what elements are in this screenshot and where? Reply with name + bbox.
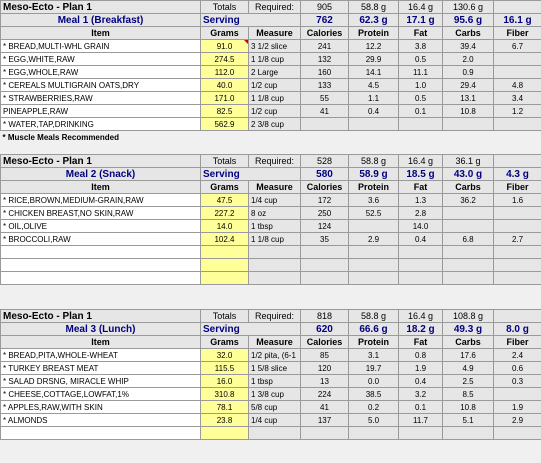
required-value bbox=[494, 310, 541, 323]
total-value: 620 bbox=[301, 323, 349, 336]
nutrient-value bbox=[494, 66, 541, 79]
nutrient-value: 85 bbox=[301, 349, 349, 362]
nutrient-value: 2.4 bbox=[494, 349, 541, 362]
required-value: 58.8 g bbox=[349, 155, 399, 168]
measure-cell[interactable]: 1 1/8 cup bbox=[249, 53, 301, 66]
nutrient-value: 1.3 bbox=[399, 194, 443, 207]
totals-label: Totals bbox=[201, 310, 249, 323]
nutrient-value bbox=[494, 272, 541, 285]
nutrient-value bbox=[443, 118, 494, 131]
nutrient-value bbox=[494, 388, 541, 401]
food-row bbox=[1, 388, 541, 401]
required-value: 16.4 g bbox=[399, 155, 443, 168]
measure-cell[interactable]: 1 1/8 cup bbox=[249, 92, 301, 105]
food-item-cell[interactable]: * WATER,TAP,DRINKING bbox=[1, 118, 201, 131]
nutrient-value bbox=[349, 259, 399, 272]
nutrient-value: 29.4 bbox=[443, 79, 494, 92]
nutrient-value bbox=[494, 53, 541, 66]
column-header-carbs: Carbs bbox=[443, 336, 494, 349]
nutrient-value bbox=[349, 220, 399, 233]
grams-input[interactable]: 40.0 bbox=[201, 79, 249, 92]
nutrient-value: 0.0 bbox=[349, 375, 399, 388]
nutrient-value: 1.9 bbox=[399, 362, 443, 375]
nutrient-value bbox=[349, 427, 399, 440]
food-item-cell[interactable]: * CEREALS MULTIGRAIN OATS,DRY bbox=[1, 79, 201, 92]
nutrient-value: 0.1 bbox=[399, 105, 443, 118]
grams-input[interactable]: 78.1 bbox=[201, 401, 249, 414]
food-item-cell[interactable]: * BREAD,PITA,WHOLE-WHEAT bbox=[1, 349, 201, 362]
plan-title: Meso-Ecto - Plan 1 bbox=[1, 310, 201, 323]
required-value: 58.8 g bbox=[349, 310, 399, 323]
column-header-fat: Fat bbox=[399, 181, 443, 194]
measure-cell[interactable]: 1/2 pita, (6-1 bbox=[249, 349, 301, 362]
nutrient-value: 241 bbox=[301, 40, 349, 53]
nutrient-value: 14.0 bbox=[399, 220, 443, 233]
nutrient-value: 41 bbox=[301, 401, 349, 414]
nutrient-value: 10.8 bbox=[443, 401, 494, 414]
food-row bbox=[1, 349, 541, 362]
nutrient-value: 0.4 bbox=[399, 233, 443, 246]
food-row bbox=[1, 79, 541, 92]
required-label: Required: bbox=[249, 310, 301, 323]
food-item-cell[interactable]: * TURKEY BREAST MEAT bbox=[1, 362, 201, 375]
meal1-table bbox=[0, 0, 541, 143]
total-value: 66.6 g bbox=[349, 323, 399, 336]
nutrient-value: 13 bbox=[301, 375, 349, 388]
measure-cell[interactable]: 1 5/8 slice bbox=[249, 362, 301, 375]
food-row bbox=[1, 362, 541, 375]
nutrient-value: 11.7 bbox=[399, 414, 443, 427]
nutrient-value: 14.1 bbox=[349, 66, 399, 79]
total-value: 4.3 g bbox=[494, 168, 541, 181]
grams-input[interactable] bbox=[201, 259, 249, 272]
nutrient-value: 0.5 bbox=[399, 92, 443, 105]
nutrient-value: 137 bbox=[301, 414, 349, 427]
nutrient-value: 8.5 bbox=[443, 388, 494, 401]
nutrient-value: 1.1 bbox=[349, 92, 399, 105]
measure-cell[interactable]: 3 1/2 slice bbox=[249, 40, 301, 53]
plan-title: Meso-Ecto - Plan 1 bbox=[1, 155, 201, 168]
nutrient-value: 2.5 bbox=[443, 375, 494, 388]
total-value: 49.3 g bbox=[443, 323, 494, 336]
nutrient-value: 172 bbox=[301, 194, 349, 207]
grams-input[interactable]: 91.0 bbox=[201, 40, 249, 53]
required-value bbox=[494, 1, 541, 14]
nutrient-value: 4.5 bbox=[349, 79, 399, 92]
food-row bbox=[1, 66, 541, 79]
required-value bbox=[494, 155, 541, 168]
food-item-cell[interactable]: * EGG,WHOLE,RAW bbox=[1, 66, 201, 79]
grams-input[interactable]: 16.0 bbox=[201, 375, 249, 388]
nutrient-value: 10.8 bbox=[443, 105, 494, 118]
nutrient-value bbox=[399, 246, 443, 259]
nutrient-value bbox=[301, 118, 349, 131]
column-header-item: Item bbox=[1, 336, 201, 349]
nutrient-value: 224 bbox=[301, 388, 349, 401]
nutrient-value bbox=[349, 118, 399, 131]
grams-input[interactable] bbox=[201, 427, 249, 440]
column-header-calories: Calories bbox=[301, 181, 349, 194]
nutrient-value bbox=[494, 259, 541, 272]
total-value: 762 bbox=[301, 14, 349, 27]
nutrient-value: 2.9 bbox=[494, 414, 541, 427]
food-item-cell[interactable]: * BREAD,MULTI-WHL GRAIN bbox=[1, 40, 201, 53]
nutrient-value: 19.7 bbox=[349, 362, 399, 375]
nutrient-value: 0.3 bbox=[494, 375, 541, 388]
nutrient-value bbox=[301, 272, 349, 285]
total-value: 16.1 g bbox=[494, 14, 541, 27]
column-header-fiber: Fiber bbox=[494, 336, 541, 349]
grams-input[interactable] bbox=[201, 246, 249, 259]
grams-input[interactable]: 310.8 bbox=[201, 388, 249, 401]
food-row bbox=[1, 233, 541, 246]
required-value: 130.6 g bbox=[443, 1, 494, 14]
food-row bbox=[1, 272, 541, 285]
muscle-meals-note: * Muscle Meals Recommended bbox=[1, 131, 541, 144]
required-value: 905 bbox=[301, 1, 349, 14]
measure-cell[interactable]: 1/4 cup bbox=[249, 194, 301, 207]
food-row bbox=[1, 207, 541, 220]
measure-cell[interactable]: 2 Large bbox=[249, 66, 301, 79]
total-value: 580 bbox=[301, 168, 349, 181]
nutrient-value: 3.6 bbox=[349, 194, 399, 207]
measure-cell[interactable]: 5/8 cup bbox=[249, 401, 301, 414]
column-header-item: Item bbox=[1, 181, 201, 194]
serving-label: Serving bbox=[201, 14, 301, 27]
measure-cell[interactable]: 2 3/8 cup bbox=[249, 118, 301, 131]
nutrient-value: 4.9 bbox=[443, 362, 494, 375]
nutrient-value bbox=[443, 207, 494, 220]
grams-input[interactable]: 102.4 bbox=[201, 233, 249, 246]
nutrient-value: 17.6 bbox=[443, 349, 494, 362]
nutrient-value: 38.5 bbox=[349, 388, 399, 401]
column-header-measure: Measure bbox=[249, 27, 301, 40]
column-header-protein: Protein bbox=[349, 27, 399, 40]
grams-input[interactable]: 23.8 bbox=[201, 414, 249, 427]
nutrient-value: 124 bbox=[301, 220, 349, 233]
food-item-cell[interactable]: * APPLES,RAW,WITH SKIN bbox=[1, 401, 201, 414]
food-item-cell[interactable]: * RICE,BROWN,MEDIUM-GRAIN,RAW bbox=[1, 194, 201, 207]
required-value: 108.8 g bbox=[443, 310, 494, 323]
nutrient-value bbox=[494, 118, 541, 131]
measure-cell[interactable]: 1/2 cup bbox=[249, 105, 301, 118]
nutrient-value: 11.1 bbox=[399, 66, 443, 79]
food-item-cell[interactable]: * ALMONDS bbox=[1, 414, 201, 427]
food-row bbox=[1, 194, 541, 207]
measure-cell[interactable]: 1/4 cup bbox=[249, 414, 301, 427]
required-value: 528 bbox=[301, 155, 349, 168]
nutrient-value: 29.9 bbox=[349, 53, 399, 66]
meal-name[interactable]: Meal 3 (Lunch) bbox=[1, 323, 201, 336]
column-header-grams: Grams bbox=[201, 27, 249, 40]
nutrient-value bbox=[494, 427, 541, 440]
measure-cell[interactable] bbox=[249, 427, 301, 440]
nutrient-value: 3.2 bbox=[399, 388, 443, 401]
nutrient-value: 3.1 bbox=[349, 349, 399, 362]
measure-cell[interactable]: 1 tbsp bbox=[249, 220, 301, 233]
food-row bbox=[1, 92, 541, 105]
food-item-cell[interactable] bbox=[1, 259, 201, 272]
column-header-carbs: Carbs bbox=[443, 27, 494, 40]
nutrient-value: 12.2 bbox=[349, 40, 399, 53]
nutrient-value: 41 bbox=[301, 105, 349, 118]
meal-name[interactable]: Meal 2 (Snack) bbox=[1, 168, 201, 181]
food-row bbox=[1, 375, 541, 388]
meal3-table bbox=[0, 309, 541, 440]
nutrient-value: 13.1 bbox=[443, 92, 494, 105]
food-item-cell[interactable]: * CHEESE,COTTAGE,LOWFAT,1% bbox=[1, 388, 201, 401]
total-value: 58.9 g bbox=[349, 168, 399, 181]
nutrient-value: 0.2 bbox=[349, 401, 399, 414]
column-header-grams: Grams bbox=[201, 181, 249, 194]
grams-input[interactable]: 562.9 bbox=[201, 118, 249, 131]
column-header-fat: Fat bbox=[399, 336, 443, 349]
food-item-cell[interactable]: * OIL,OLIVE bbox=[1, 220, 201, 233]
nutrient-value bbox=[399, 118, 443, 131]
total-value: 17.1 g bbox=[399, 14, 443, 27]
total-value: 18.2 g bbox=[399, 323, 443, 336]
nutrient-value: 5.1 bbox=[443, 414, 494, 427]
food-row bbox=[1, 246, 541, 259]
measure-cell[interactable]: 1 3/8 cup bbox=[249, 388, 301, 401]
grams-input[interactable] bbox=[201, 272, 249, 285]
grams-input[interactable]: 115.5 bbox=[201, 362, 249, 375]
food-item-cell[interactable]: PINEAPPLE,RAW bbox=[1, 105, 201, 118]
nutrient-value: 3.4 bbox=[494, 92, 541, 105]
nutrient-value bbox=[443, 220, 494, 233]
nutrient-value: 2.7 bbox=[494, 233, 541, 246]
serving-label: Serving bbox=[201, 323, 301, 336]
meal-name[interactable]: Meal 1 (Breakfast) bbox=[1, 14, 201, 27]
nutrient-value: 133 bbox=[301, 79, 349, 92]
nutrient-value bbox=[494, 220, 541, 233]
nutrient-value bbox=[301, 246, 349, 259]
nutrient-value: 0.9 bbox=[443, 66, 494, 79]
grams-input[interactable]: 14.0 bbox=[201, 220, 249, 233]
measure-cell[interactable]: 1 1/8 cup bbox=[249, 233, 301, 246]
column-header-grams: Grams bbox=[201, 336, 249, 349]
food-item-cell[interactable] bbox=[1, 272, 201, 285]
nutrient-value: 2.8 bbox=[399, 207, 443, 220]
grams-input[interactable]: 227.2 bbox=[201, 207, 249, 220]
food-row bbox=[1, 401, 541, 414]
total-value: 43.0 g bbox=[443, 168, 494, 181]
totals-label: Totals bbox=[201, 155, 249, 168]
nutrient-value bbox=[443, 272, 494, 285]
nutrient-value: 0.4 bbox=[399, 375, 443, 388]
nutrient-value: 0.5 bbox=[399, 53, 443, 66]
column-header-protein: Protein bbox=[349, 336, 399, 349]
food-row bbox=[1, 118, 541, 131]
grams-input[interactable]: 47.5 bbox=[201, 194, 249, 207]
nutrient-value: 0.1 bbox=[399, 401, 443, 414]
nutrient-value: 55 bbox=[301, 92, 349, 105]
nutrient-value bbox=[399, 272, 443, 285]
totals-label: Totals bbox=[201, 1, 249, 14]
nutrient-value bbox=[301, 259, 349, 272]
nutrient-value bbox=[399, 427, 443, 440]
measure-cell[interactable]: 1/2 cup bbox=[249, 79, 301, 92]
column-header-calories: Calories bbox=[301, 336, 349, 349]
total-value: 62.3 g bbox=[349, 14, 399, 27]
column-header-item: Item bbox=[1, 27, 201, 40]
food-item-cell[interactable]: * STRAWBERRIES,RAW bbox=[1, 92, 201, 105]
total-value: 95.6 g bbox=[443, 14, 494, 27]
total-value: 8.0 g bbox=[494, 323, 541, 336]
column-header-fiber: Fiber bbox=[494, 181, 541, 194]
nutrient-value: 0.6 bbox=[494, 362, 541, 375]
measure-cell[interactable] bbox=[249, 246, 301, 259]
nutrient-value bbox=[349, 246, 399, 259]
food-item-cell[interactable]: * CHICKEN BREAST,NO SKIN,RAW bbox=[1, 207, 201, 220]
nutrient-value: 3.8 bbox=[399, 40, 443, 53]
column-header-fat: Fat bbox=[399, 27, 443, 40]
food-row bbox=[1, 414, 541, 427]
food-row bbox=[1, 40, 541, 53]
food-item-cell[interactable]: * SALAD DRSNG, MIRACLE WHIP bbox=[1, 375, 201, 388]
nutrient-value bbox=[443, 259, 494, 272]
nutrient-value: 36.2 bbox=[443, 194, 494, 207]
nutrient-value: 1.2 bbox=[494, 105, 541, 118]
meal2-table bbox=[0, 154, 541, 285]
grams-input[interactable]: 82.5 bbox=[201, 105, 249, 118]
plan-title: Meso-Ecto - Plan 1 bbox=[1, 1, 201, 14]
column-header-measure: Measure bbox=[249, 181, 301, 194]
nutrient-value: 160 bbox=[301, 66, 349, 79]
nutrient-value bbox=[494, 246, 541, 259]
food-row bbox=[1, 220, 541, 233]
nutrient-value bbox=[494, 207, 541, 220]
food-item-cell[interactable] bbox=[1, 427, 201, 440]
measure-cell[interactable] bbox=[249, 259, 301, 272]
food-row bbox=[1, 53, 541, 66]
grams-input[interactable]: 274.5 bbox=[201, 53, 249, 66]
required-label: Required: bbox=[249, 1, 301, 14]
nutrient-value: 0.4 bbox=[349, 105, 399, 118]
food-item-cell[interactable]: * EGG,WHITE,RAW bbox=[1, 53, 201, 66]
required-value: 58.8 g bbox=[349, 1, 399, 14]
nutrient-value: 2.0 bbox=[443, 53, 494, 66]
grams-input[interactable]: 171.0 bbox=[201, 92, 249, 105]
nutrient-value: 132 bbox=[301, 53, 349, 66]
nutrient-value: 120 bbox=[301, 362, 349, 375]
measure-cell[interactable]: 8 oz bbox=[249, 207, 301, 220]
serving-label: Serving bbox=[201, 168, 301, 181]
total-value: 18.5 g bbox=[399, 168, 443, 181]
grams-input[interactable]: 112.0 bbox=[201, 66, 249, 79]
nutrient-value: 52.5 bbox=[349, 207, 399, 220]
nutrient-value bbox=[443, 427, 494, 440]
measure-cell[interactable] bbox=[249, 272, 301, 285]
food-item-cell[interactable]: * BROCCOLI,RAW bbox=[1, 233, 201, 246]
nutrient-value: 35 bbox=[301, 233, 349, 246]
nutrient-value bbox=[443, 246, 494, 259]
food-row bbox=[1, 259, 541, 272]
nutrient-value: 39.4 bbox=[443, 40, 494, 53]
nutrient-value bbox=[399, 259, 443, 272]
nutrient-value: 6.7 bbox=[494, 40, 541, 53]
required-label: Required: bbox=[249, 155, 301, 168]
nutrient-value: 4.8 bbox=[494, 79, 541, 92]
nutrient-value: 6.8 bbox=[443, 233, 494, 246]
nutrient-value: 2.9 bbox=[349, 233, 399, 246]
nutrient-value: 250 bbox=[301, 207, 349, 220]
nutrient-value: 1.0 bbox=[399, 79, 443, 92]
food-row bbox=[1, 427, 541, 440]
nutrient-value: 1.9 bbox=[494, 401, 541, 414]
required-value: 818 bbox=[301, 310, 349, 323]
nutrient-value: 0.8 bbox=[399, 349, 443, 362]
column-header-carbs: Carbs bbox=[443, 181, 494, 194]
nutrient-value: 1.6 bbox=[494, 194, 541, 207]
nutrient-value: 5.0 bbox=[349, 414, 399, 427]
grams-input[interactable]: 32.0 bbox=[201, 349, 249, 362]
column-header-calories: Calories bbox=[301, 27, 349, 40]
column-header-measure: Measure bbox=[249, 336, 301, 349]
nutrient-value bbox=[349, 272, 399, 285]
food-item-cell[interactable] bbox=[1, 246, 201, 259]
nutrient-value bbox=[301, 427, 349, 440]
required-value: 16.4 g bbox=[399, 310, 443, 323]
column-header-fiber: Fiber bbox=[494, 27, 541, 40]
food-row bbox=[1, 105, 541, 118]
required-value: 16.4 g bbox=[399, 1, 443, 14]
column-header-protein: Protein bbox=[349, 181, 399, 194]
measure-cell[interactable]: 1 tbsp bbox=[249, 375, 301, 388]
required-value: 36.1 g bbox=[443, 155, 494, 168]
